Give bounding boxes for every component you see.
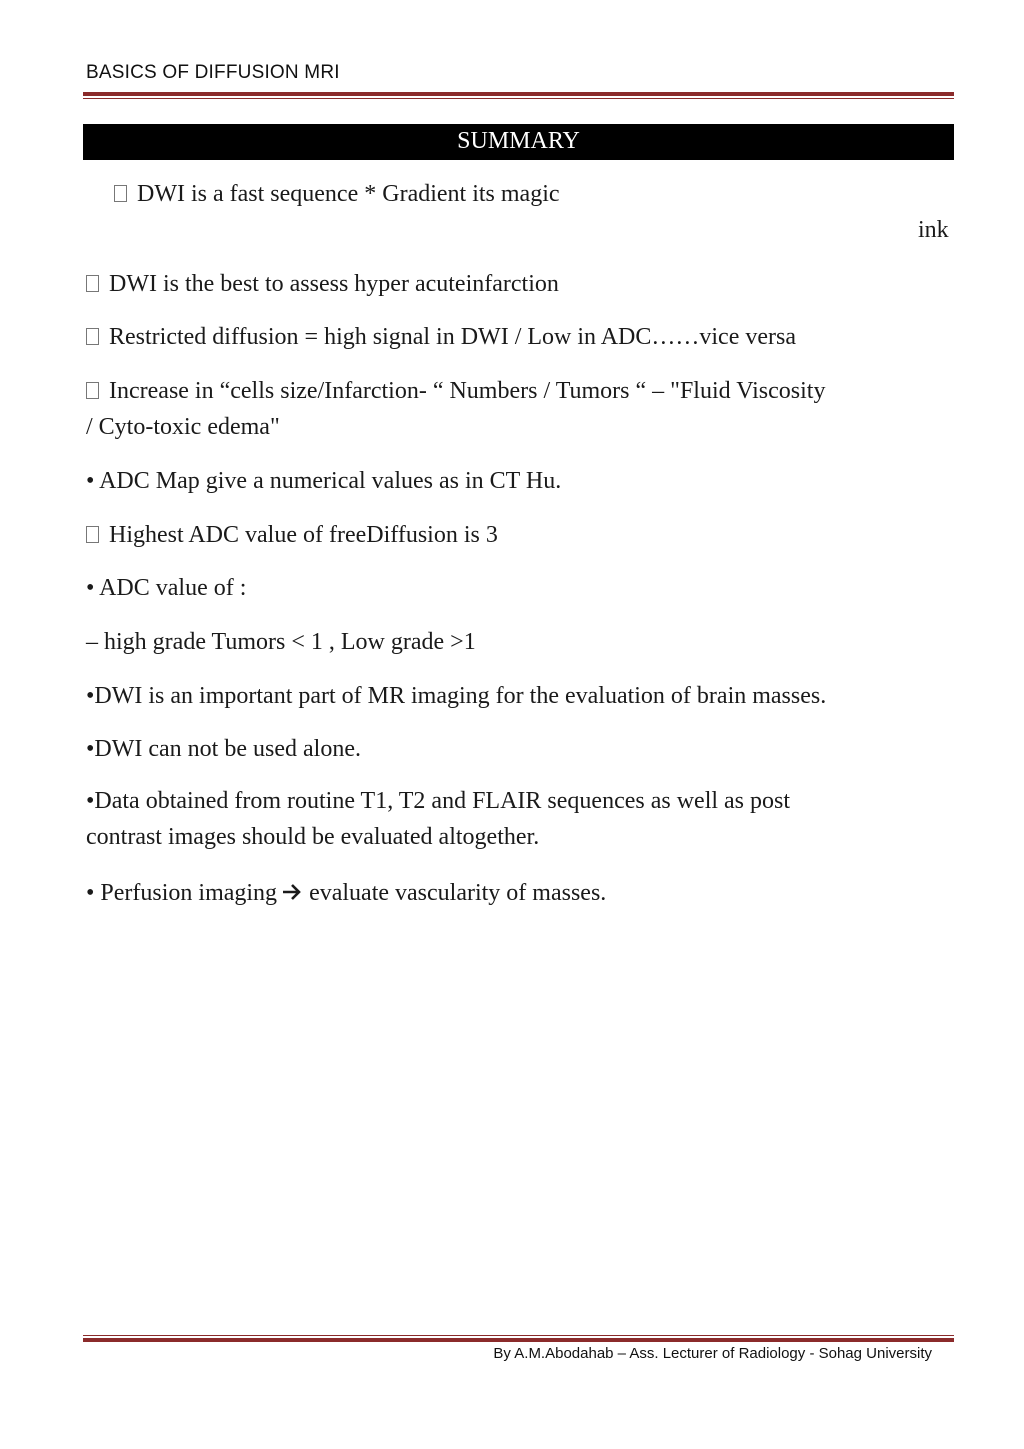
summary-line-1-text: DWI is a fast sequence * Gradient its magic [137, 181, 560, 207]
summary-heading: SUMMARY [83, 124, 954, 160]
summary-line-4-text: Increase in “cells size/Infarction- “ Numbers / Tumors “ – "Fluid Viscosity [109, 378, 826, 404]
bullet-box-icon [86, 382, 99, 399]
summary-line-10: •DWI can not be used alone. [86, 736, 361, 762]
summary-line-5: • ADC Map give a numerical values as in CT Hu. [86, 468, 562, 494]
header-rule [83, 92, 954, 99]
summary-line-7: • ADC value of : [86, 575, 247, 601]
bullet-box-icon [86, 526, 99, 543]
summary-line-4-cont: / Cyto-toxic edema" [86, 414, 280, 440]
bullet-box-icon [86, 275, 99, 292]
bullet-box-icon [86, 328, 99, 345]
summary-line-12 [86, 875, 606, 913]
summary-line-6-text: Highest ADC value of freeDiffusion is 3 [109, 522, 498, 548]
right-arrow-icon [281, 877, 303, 913]
summary-line-3-text: Restricted diffusion = high signal in DWI / Low in ADC……vice versa [109, 324, 796, 350]
summary-line-1-overflow: ink [918, 217, 949, 243]
bullet-box-icon [114, 185, 127, 202]
summary-line-11-cont: contrast images should be evaluated altogether. [86, 824, 540, 850]
summary-line-1 [114, 176, 560, 212]
summary-line-2-text: DWI is the best to assess hyper acuteinfarction [109, 271, 559, 297]
summary-line-9: •DWI is an important part of MR imaging for the evaluation of brain masses. [86, 683, 827, 709]
summary-line-6 [86, 517, 498, 553]
summary-line-11: •Data obtained from routine T1, T2 and FLAIR sequences as well as post [86, 788, 791, 814]
summary-line-4 [86, 373, 825, 409]
footer-credit: By A.M.Abodahab – Ass. Lecturer of Radiology - Sohag University [493, 1345, 932, 1362]
page-header-title: BASICS OF DIFFUSION MRI [86, 62, 340, 83]
summary-line-12-text-b: evaluate vascularity of masses. [309, 880, 607, 906]
summary-line-3 [86, 319, 796, 355]
summary-line-8: – high grade Tumors < 1 , Low grade >1 [86, 629, 476, 655]
footer-rule [83, 1335, 954, 1342]
summary-line-12-text-a: • Perfusion imaging [86, 880, 278, 906]
summary-line-2 [86, 266, 559, 302]
